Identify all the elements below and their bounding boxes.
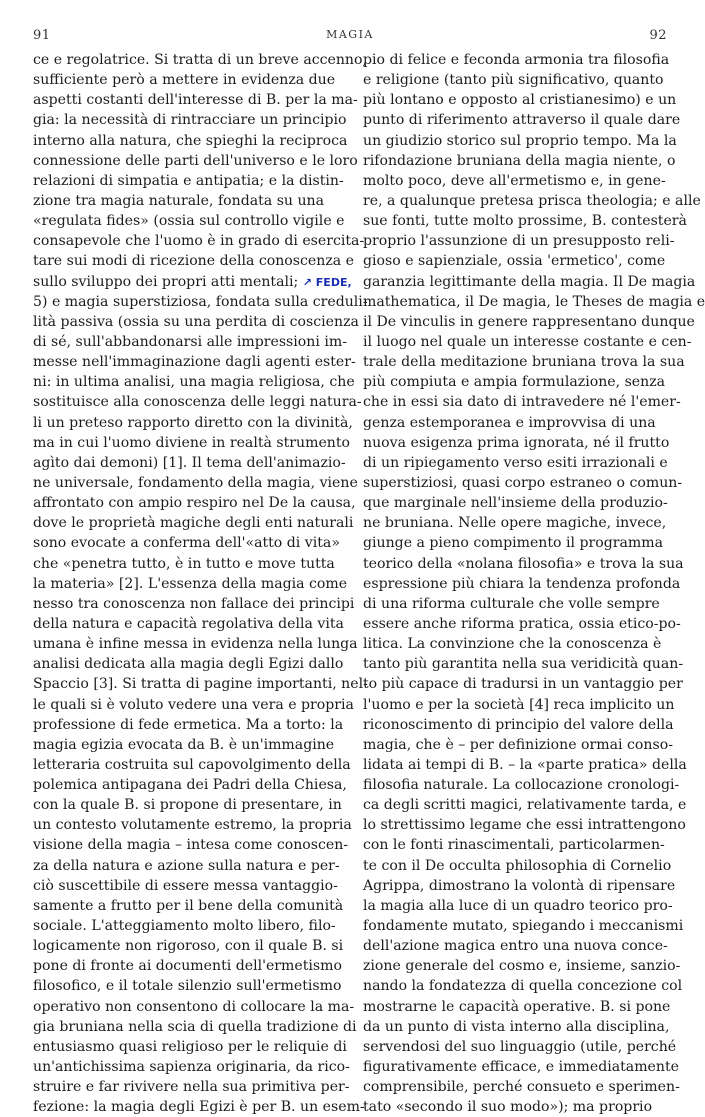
text-line xyxy=(363,916,684,936)
text-line xyxy=(33,614,344,634)
text-line xyxy=(363,312,695,332)
text-line xyxy=(33,554,339,574)
text-line xyxy=(33,715,344,735)
text-line xyxy=(363,715,674,735)
text-line-content: agìto dai demoni) [1]. Il tema dell'animazio- xyxy=(33,454,346,471)
text-line-content: più compiuta e ampia formulazione, senza xyxy=(363,374,666,391)
text-line xyxy=(363,513,669,533)
text-line-content: samente a frutto per il bene della comunità xyxy=(33,897,344,914)
text-line xyxy=(363,795,687,815)
text-line-content: sociale. L'atteggiamento molto libero, filo- xyxy=(33,918,336,935)
text-line-content: connessione delle parti dell'universo e le loro xyxy=(33,152,358,169)
text-line-content: superstiziosi, quasi corpo estraneo o comun- xyxy=(363,474,683,491)
text-line xyxy=(33,493,356,513)
text-line-content: molto poco, deve all'ermetismo e, in gene- xyxy=(363,172,666,189)
text-line-content: garanzia legittimante della magia. Il De magia xyxy=(363,273,696,290)
text-line-content: filosofia naturale. La collocazione cronologi- xyxy=(363,777,680,794)
text-line xyxy=(363,755,687,775)
text-line xyxy=(363,493,669,513)
text-line xyxy=(363,876,676,896)
text-line xyxy=(33,936,344,956)
text-line-content: gia: la necessità di rintracciare un principio xyxy=(33,112,347,129)
right-column xyxy=(363,50,705,1117)
text-line-content: la magia alla luce di un quadro teorico pro- xyxy=(363,897,673,914)
text-line-content: sostituisce alla conoscenza delle leggi natura- xyxy=(33,394,362,411)
text-line-content: un contesto volutamente estremo, la propria xyxy=(33,817,352,834)
text-line xyxy=(363,110,681,130)
text-line-content: lo strettissimo legame che essi intrattengono xyxy=(363,817,686,834)
text-line xyxy=(363,191,701,211)
page-number-left: 91 xyxy=(33,28,51,43)
text-line xyxy=(363,896,673,916)
text-line xyxy=(363,695,675,715)
text-line xyxy=(33,835,349,855)
text-line-content: comprensibile, perché consueto e sperimen- xyxy=(363,1079,680,1096)
text-line-content: sue fonti, tutte molto prossime, B. contesterà xyxy=(363,213,687,230)
text-line-content: che «penetra tutto, è in tutto e move tutta xyxy=(33,555,335,572)
text-line-content: espressione più chiara la tendenza profonda xyxy=(363,575,681,592)
text-line-content: umana è infine messa in evidenza nella lunga xyxy=(33,636,358,653)
text-line-content: interno alla natura, che spieghi la reciproca xyxy=(33,132,348,149)
text-line-content: struire e far rivivere nella sua primitiva per- xyxy=(33,1079,350,1096)
text-line xyxy=(33,634,358,654)
text-line xyxy=(363,735,673,755)
text-line-content: da un punto di vista interno alla disciplina, xyxy=(363,1018,670,1035)
text-line-content: nando la fondatezza di quella concezione col xyxy=(363,978,683,995)
text-line-content: di un ripiegamento verso esiti irrazionali e xyxy=(363,454,668,471)
text-line xyxy=(33,654,344,674)
text-line-content: zione generale del cosmo e, insieme, sanzio- xyxy=(363,958,681,975)
text-line xyxy=(363,775,680,795)
text-line-content: ca degli scritti magici, relativamente tarda, e xyxy=(363,797,687,814)
text-line-content: nesso tra conoscenza non fallace dei principi xyxy=(33,595,355,612)
text-line xyxy=(33,392,362,412)
text-line-content: professione di fede ermetica. Ma a torto: la xyxy=(33,716,344,733)
page-number-right: 92 xyxy=(649,28,667,43)
text-line xyxy=(33,815,352,835)
text-line xyxy=(33,876,339,896)
text-line-content: ne universale, fondamento della magia, viene xyxy=(33,474,358,491)
text-line xyxy=(33,191,339,211)
text-line-content: ni: in ultima analisi, una magia religiosa, che xyxy=(33,374,355,391)
text-line-content: messe nell'immaginazione dagli agenti ester- xyxy=(33,354,356,371)
text-line xyxy=(33,312,359,332)
text-line-content: trale della meditazione bruniana trova la sua xyxy=(363,354,685,371)
text-line-content: logicamente non rigoroso, con il quale B. si xyxy=(33,938,344,955)
text-line xyxy=(363,976,683,996)
text-line xyxy=(363,332,692,352)
text-line xyxy=(33,856,339,876)
text-line xyxy=(33,735,339,755)
text-line xyxy=(33,1017,357,1037)
text-line-content: consapevole che l'uomo è in grado di esercita- xyxy=(33,233,365,250)
text-line xyxy=(33,453,346,473)
text-line-content: servendosi del suo linguaggio (utile, perché xyxy=(363,1038,677,1055)
text-line-content: teorico della «nolana filosofia» e trova la sua xyxy=(363,555,684,572)
text-line xyxy=(363,835,669,855)
text-line xyxy=(363,594,669,614)
text-line xyxy=(363,1017,669,1037)
text-line-content: li un preteso rapporto diretto con la divinità, xyxy=(33,414,353,431)
text-line-content: nuova esigenza prima ignorata, né il frutto xyxy=(363,434,670,451)
text-line xyxy=(363,372,669,392)
text-line xyxy=(363,211,687,231)
text-line xyxy=(363,151,676,171)
text-line xyxy=(363,251,669,271)
text-line-content: le quali si è voluto vedere una vera e propria xyxy=(33,696,354,713)
text-line xyxy=(363,554,684,574)
text-line-content: ciò suscettibile di essere messa vantaggio- xyxy=(33,877,338,894)
text-line xyxy=(363,352,685,372)
text-line xyxy=(363,815,686,835)
text-line-content: sufficiente però a mettere in evidenza due xyxy=(33,72,336,89)
text-line-content: zione tra magia naturale, fondata su una xyxy=(33,192,325,209)
text-line-content: «regulata fides» (ossia sul controllo vigile e xyxy=(33,213,345,230)
text-line xyxy=(363,997,669,1017)
text-line-content: e religione (tanto più significativo, quanto xyxy=(363,72,664,89)
text-line-content: sullo sviluppo dei propri atti mentali; xyxy=(33,273,299,290)
text-line-content: più lontano e opposto al cristianesimo) e un xyxy=(363,92,677,109)
text-line xyxy=(33,131,348,151)
text-line xyxy=(33,755,351,775)
running-title: MAGIA xyxy=(326,28,374,41)
text-line-content: ne bruniana. Nelle opere magiche, invece, xyxy=(363,515,667,532)
text-line-content: operativo non consentono di collocare la ma- xyxy=(33,998,355,1015)
text-line xyxy=(33,352,356,372)
text-line xyxy=(363,614,681,634)
text-line xyxy=(33,795,342,815)
text-line-content: la materia» [2]. L'essenza della magia come xyxy=(33,575,348,592)
text-line-content: figurativamente efficace, e immediatamente xyxy=(363,1059,679,1076)
text-line xyxy=(33,513,354,533)
text-line-content: pio di felice e feconda armonia tra filosofia xyxy=(363,52,670,68)
text-line-content: il De vinculis in genere rappresentano dunque xyxy=(363,313,695,330)
text-line xyxy=(363,171,669,191)
text-line xyxy=(363,413,669,433)
text-line xyxy=(33,1097,365,1117)
text-line xyxy=(363,1077,680,1097)
text-line xyxy=(363,272,696,292)
text-line xyxy=(33,110,347,130)
text-line-content: Spaccio [3]. Si tratta di pagine importanti, nel- xyxy=(33,676,368,693)
text-line xyxy=(33,50,367,70)
text-line-content: 5) e magia superstiziosa, fondata sulla creduli- xyxy=(33,293,368,310)
text-line-content: Agrippa, dimostrano la volontà di ripensare xyxy=(363,877,676,894)
text-line xyxy=(363,90,677,110)
text-line-content: affrontato con ampio respiro nel De la causa, xyxy=(33,495,356,512)
text-line-content: della natura e capacità regolativa della vita xyxy=(33,615,344,632)
text-line-content: giunge a pieno compimento il programma xyxy=(363,535,664,552)
text-line-content: riconoscimento di principio del valore della xyxy=(363,716,674,733)
text-line xyxy=(363,956,681,976)
text-line-content: relazioni di simpatia e antipatia; e la distin- xyxy=(33,172,344,189)
text-line-content: mostrarne le capacità operative. B. si pone xyxy=(363,998,671,1015)
text-line-content: aspetti costanti dell'interesse di B. per la ma- xyxy=(33,92,358,109)
text-line xyxy=(33,1077,350,1097)
text-line-content: letteraria costruita sul capovolgimento della xyxy=(33,756,351,773)
left-column xyxy=(33,50,368,1117)
text-line-content: tanto più garantita nella sua veridicità quan- xyxy=(363,656,684,673)
text-line-content: magia, che è – per definizione ormai conso- xyxy=(363,736,673,753)
text-line xyxy=(363,574,681,594)
text-line-content: za della natura e azione sulla natura e per- xyxy=(33,857,340,874)
text-line-content: rifondazione bruniana della magia niente, o xyxy=(363,152,676,169)
text-line xyxy=(33,896,344,916)
text-line-content: lidata ai tempi di B. – la «parte pratica» della xyxy=(363,756,687,773)
text-line xyxy=(363,131,677,151)
text-line-content: ma in cui l'uomo diviene in realtà strumento xyxy=(33,434,351,451)
text-line xyxy=(363,453,669,473)
text-line xyxy=(33,574,348,594)
text-line xyxy=(33,292,368,312)
text-line-content: sono evocate a conferma dell'«atto di vita» xyxy=(33,535,340,552)
text-line-content: re, a qualunque pretesa prisca theologia; e alle xyxy=(363,192,701,209)
text-line xyxy=(33,211,345,231)
text-line-content: un giudizio storico sul proprio tempo. Ma la xyxy=(363,132,677,149)
text-line xyxy=(33,997,355,1017)
text-line xyxy=(363,292,705,312)
text-line xyxy=(363,1037,677,1057)
text-line xyxy=(363,674,683,694)
text-line-content: fondamente mutato, spiegando i meccanismi xyxy=(363,918,684,935)
text-line-content: pone di fronte ai documenti dell'ermetismo xyxy=(33,958,343,975)
text-line xyxy=(33,171,344,191)
text-line-content: tato «secondo il suo modo»); ma proprio xyxy=(363,1099,653,1116)
text-line-content: dell'azione magica entro una nuova conce- xyxy=(363,938,668,955)
text-line-content: te con il De occulta philosophia di Cornelio xyxy=(363,857,672,874)
text-line xyxy=(33,976,342,996)
text-line xyxy=(363,936,669,956)
text-line-content: l'uomo e per la società [4] reca implicito un xyxy=(363,696,675,713)
text-line xyxy=(363,433,669,453)
text-line xyxy=(33,594,355,614)
text-line xyxy=(363,392,681,412)
text-line-content: fezione: la magia degli Egizi è per B. un esem- xyxy=(33,1099,365,1116)
text-line xyxy=(363,50,669,70)
text-line xyxy=(33,90,358,110)
text-line-content: mathematica, il De magia, le Theses de magia e xyxy=(363,293,705,310)
text-line-content: dove le proprietà magiche degli enti naturali xyxy=(33,515,354,532)
text-line xyxy=(33,231,365,251)
text-line-content: che in essi sia dato di intravedere né l'emer- xyxy=(363,394,681,411)
running-header xyxy=(33,28,667,48)
text-line-content: analisi dedicata alla magia degli Egizi dallo xyxy=(33,656,344,673)
text-line xyxy=(363,1057,679,1077)
text-line-content: genza estemporanea e improvvisa di una xyxy=(363,414,656,431)
text-line-content: magia egizia evocata da B. è un'immagine xyxy=(33,736,335,753)
text-line-content: lità passiva (ossia su una perdita di coscienza xyxy=(33,313,359,330)
text-line xyxy=(33,433,351,453)
text-line xyxy=(33,775,347,795)
text-line xyxy=(33,695,354,715)
text-line xyxy=(33,533,339,553)
text-line-content: di sé, sull'abbandonarsi alle impressioni im- xyxy=(33,333,347,350)
text-line-content: con la quale B. si propone di presentare, in xyxy=(33,797,342,814)
text-line xyxy=(33,332,347,352)
text-line-content: il luogo nel quale un interesse costante e cen- xyxy=(363,333,692,350)
text-line xyxy=(33,70,339,90)
text-line-content: un'antichissima sapienza originaria, da rico- xyxy=(33,1059,350,1076)
text-line-content: entusiasmo quasi religioso per le reliquie di xyxy=(33,1038,347,1055)
text-line xyxy=(363,634,669,654)
text-line-content: litica. La convinzione che la conoscenza è xyxy=(363,636,662,653)
text-line xyxy=(363,70,669,90)
text-line xyxy=(363,533,669,553)
text-line xyxy=(33,473,358,493)
text-line-content: tare sui modi di ricezione della conoscenza e xyxy=(33,253,354,270)
cross-reference-link[interactable]: ↗ FEDE, xyxy=(302,275,352,289)
text-line xyxy=(363,473,683,493)
text-line xyxy=(33,372,355,392)
text-line xyxy=(33,413,353,433)
text-line xyxy=(33,151,358,171)
text-line xyxy=(33,674,368,694)
text-line xyxy=(33,1057,350,1077)
text-line-content: gia bruniana nella scia di quella tradizione di xyxy=(33,1018,357,1035)
text-line xyxy=(33,1037,347,1057)
text-line xyxy=(33,956,343,976)
text-line-content: di una riforma culturale che volle sempre xyxy=(363,595,660,612)
text-line-content: essere anche riforma pratica, ossia etico-po- xyxy=(363,615,681,632)
text-line-content: visione della magia – intesa come conoscen- xyxy=(33,837,349,854)
text-line-content: con le fonti rinascimentali, particolarmen- xyxy=(363,837,665,854)
text-line xyxy=(33,916,339,936)
text-line-content: to più capace di tradursi in un vantaggio per xyxy=(363,676,683,693)
text-line xyxy=(363,856,672,876)
text-line-content: filosofico, e il totale silenzio sull'ermetismo xyxy=(33,978,342,995)
text-line-content: proprio l'assunzione di un presupposto reli- xyxy=(363,233,675,250)
text-line-content: gioso e sapienziale, ossia 'ermetico', come xyxy=(363,253,666,270)
text-line-content: punto di riferimento attraverso il quale dare xyxy=(363,112,681,129)
text-line-content: que marginale nell'insieme della produzio- xyxy=(363,495,668,512)
text-line xyxy=(363,654,684,674)
text-line xyxy=(33,272,352,292)
text-line xyxy=(33,251,354,271)
text-line xyxy=(363,231,675,251)
text-line xyxy=(363,1097,669,1117)
text-line-content: ce e regolatrice. Si tratta di un breve accenno, xyxy=(33,52,367,68)
text-line-content: polemica antipagana dei Padri della Chiesa, xyxy=(33,777,347,794)
